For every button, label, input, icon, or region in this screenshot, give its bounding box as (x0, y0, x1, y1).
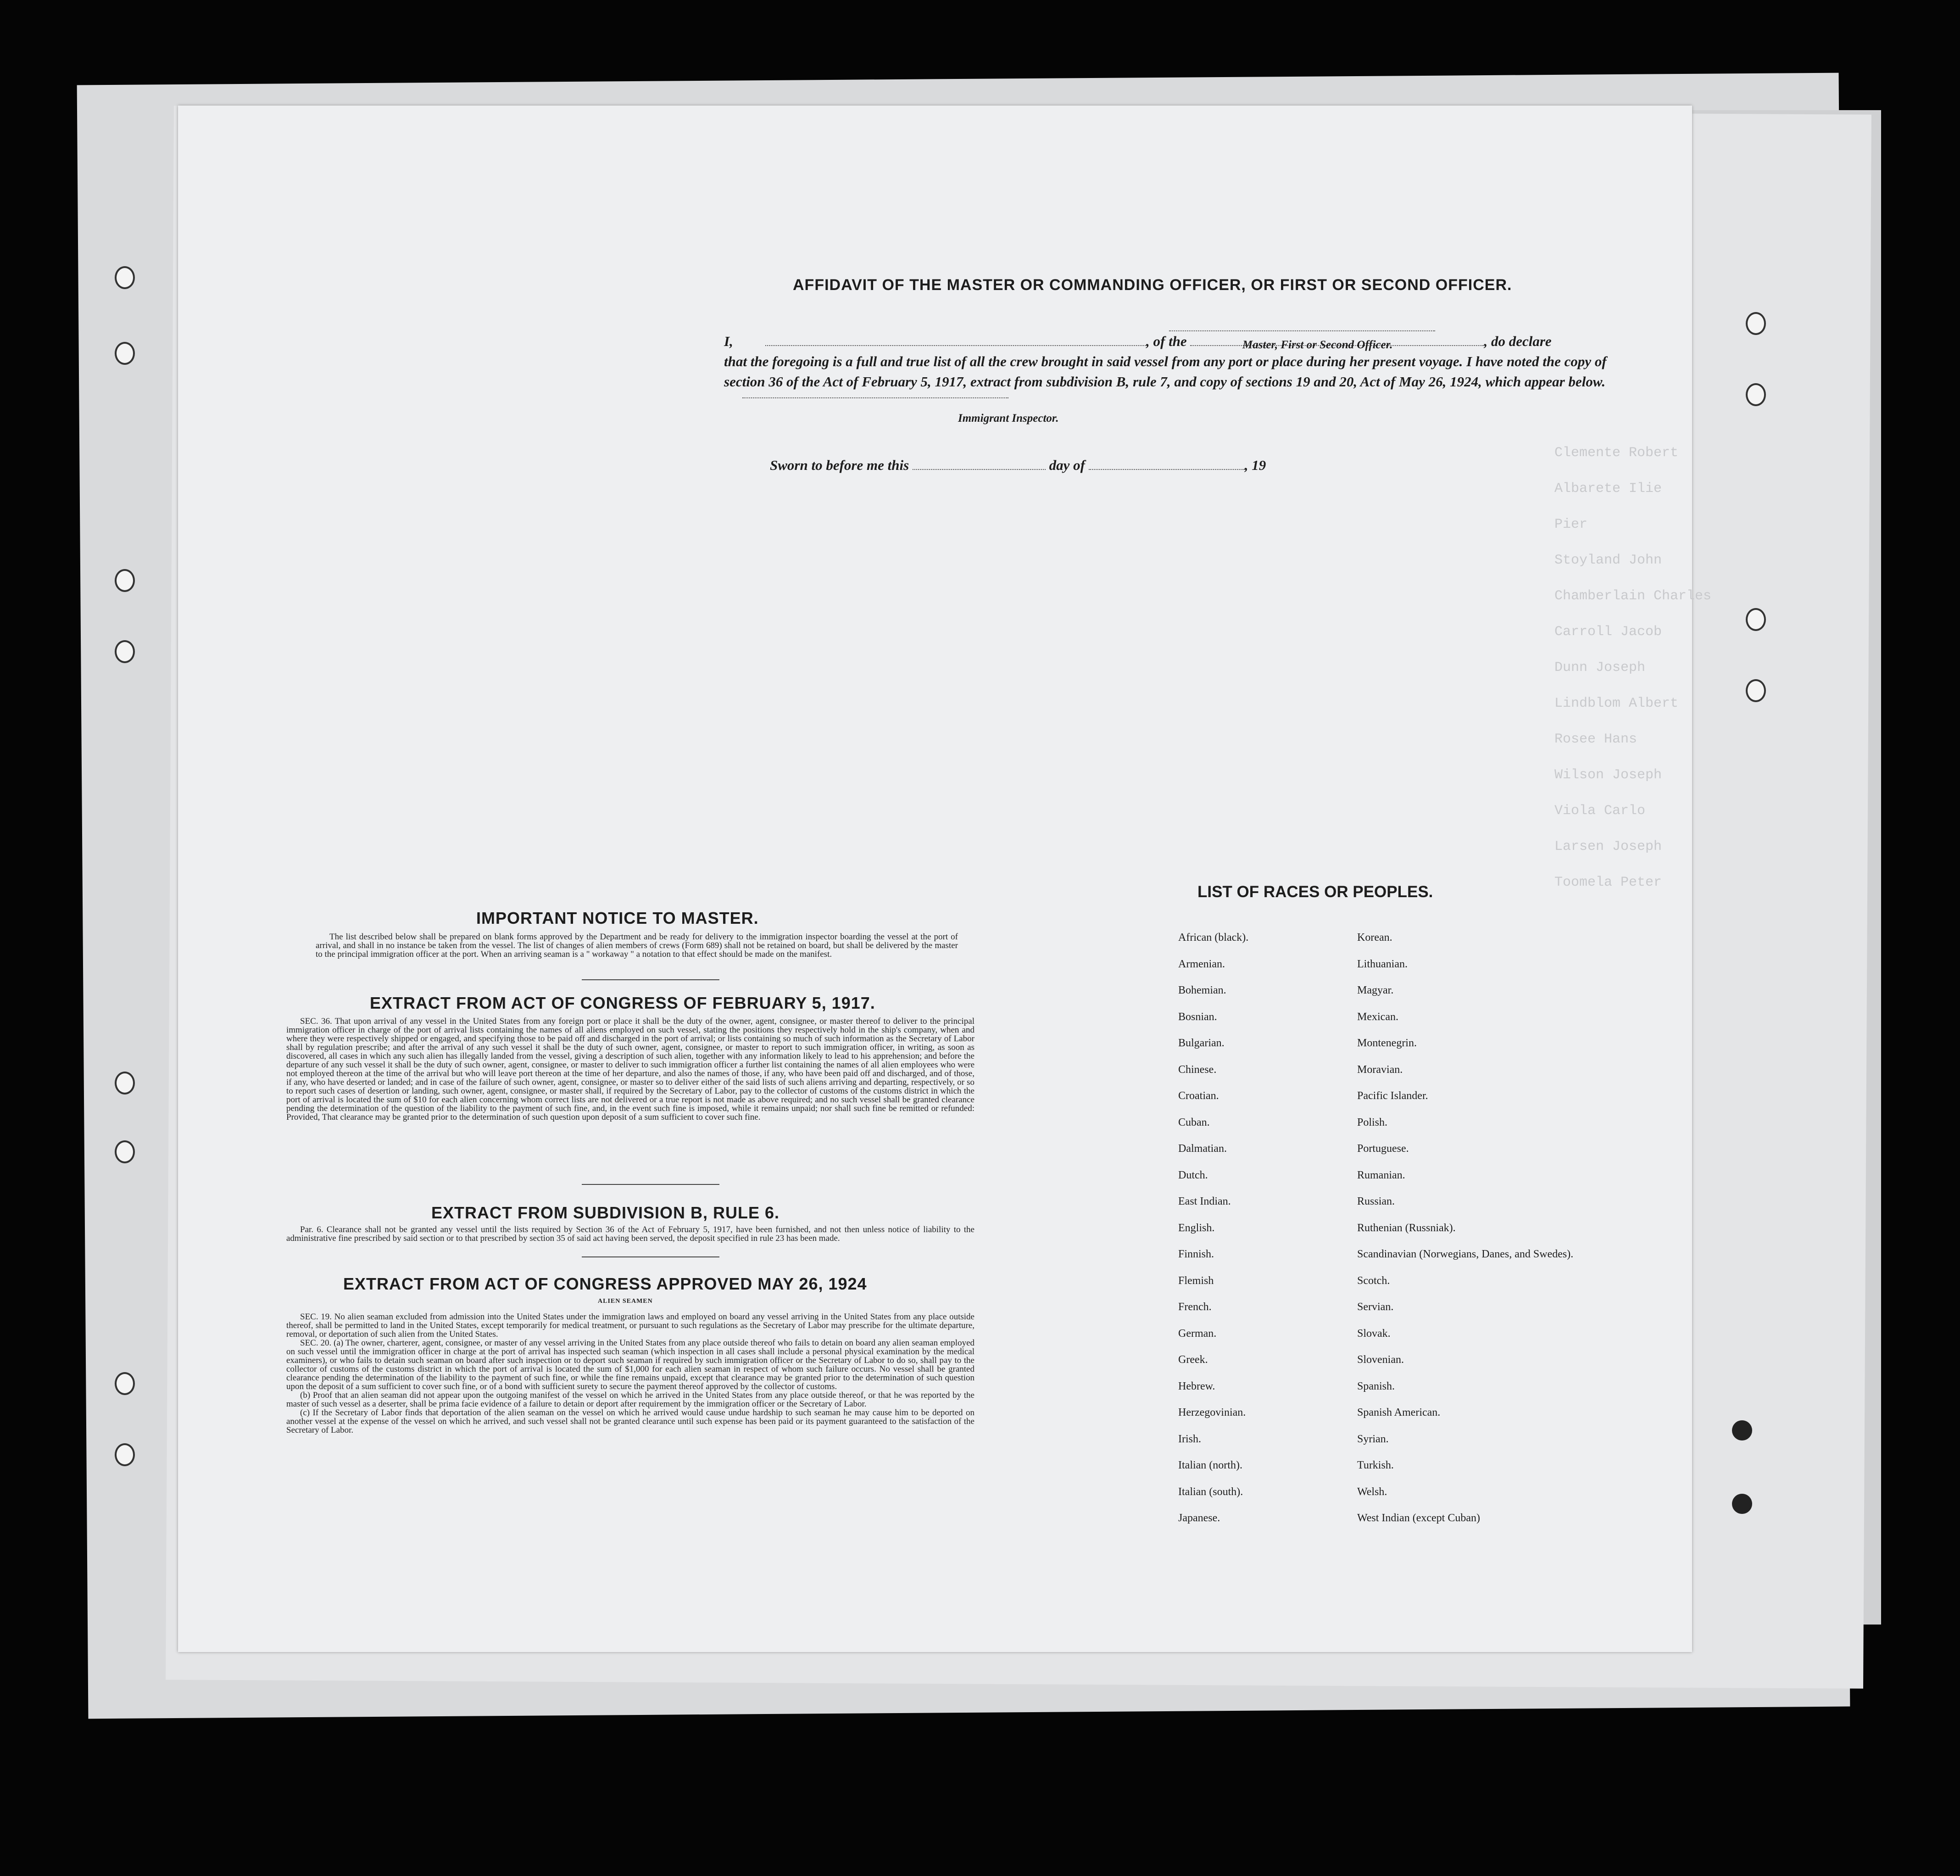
extract-1917-text (286, 1017, 974, 1122)
punch-hole (1746, 312, 1766, 335)
sworn-day-of: day of (1049, 457, 1085, 473)
race-item: Portuguese. (1357, 1143, 1409, 1155)
sworn-line (770, 457, 1266, 474)
ghost-row: Larsen Joseph (1554, 839, 1662, 854)
race-item: West Indian (except Cuban) (1357, 1512, 1480, 1524)
subdivision-paragraph: Par. 6. Clearance shall not be granted any vessel until the lists required by Section 36 of the Act of February 5, 1917, have been furnished, and not then unless notice of liability to the administrative fine prescribed by said section or to that prescribed by section 35 of said act having been served, the deposit specified in rule 23 has been made. (286, 1225, 974, 1243)
race-item: Mexican. (1357, 1011, 1398, 1023)
race-item: English. (1178, 1222, 1215, 1234)
punch-hole (115, 1443, 135, 1466)
affidavit-title: AFFIDAVIT OF THE MASTER OR COMMANDING OFFICER, OR FIRST OR SECOND OFFICER. (793, 276, 1512, 294)
punch-hole (1746, 608, 1766, 631)
alien-seamen-subheading: ALIEN SEAMEN (598, 1298, 653, 1305)
race-item: German. (1178, 1327, 1217, 1340)
race-item: Bulgarian. (1178, 1037, 1225, 1049)
race-item: Spanish American. (1357, 1407, 1441, 1418)
ghost-row: Pier (1554, 517, 1588, 532)
race-item: Dutch. (1178, 1169, 1208, 1181)
race-item: Lithuanian. (1357, 958, 1408, 970)
affidavit-body: that the foregoing is a full and true list of all the crew brought in said vessel from any port or place during her present voyage. I have noted the copy of section 36 of the Act of February 5, 1917, extract from subdivision B, rule 7, and copy of sections 19 and 20, Act of May 26, 1924, which appear below. (724, 353, 1607, 390)
race-item: Croatian. (1178, 1090, 1219, 1102)
race-item: Cuban. (1178, 1116, 1210, 1128)
extract-1917-heading: EXTRACT FROM ACT OF CONGRESS OF FEBRUARY 5, 1917. (370, 994, 875, 1012)
notice-heading: IMPORTANT NOTICE TO MASTER. (476, 909, 759, 927)
master-label: Master, First or Second Officer. (1242, 339, 1393, 351)
punch-hole (115, 1072, 135, 1094)
punch-hole (1746, 679, 1766, 702)
affidavit-of-the: , of the (1146, 333, 1187, 349)
race-item: Pacific Islander. (1357, 1090, 1428, 1102)
name-blank[interactable] (765, 333, 1146, 346)
race-item: Armenian. (1178, 958, 1225, 970)
race-item: Servian. (1357, 1301, 1394, 1313)
affidavit-page (178, 106, 1712, 1652)
race-item: Rumanian. (1357, 1169, 1405, 1181)
ghost-row: Wilson Joseph (1554, 767, 1662, 783)
race-item: Japanese. (1178, 1512, 1220, 1524)
affidavit-declare: , do declare (1484, 333, 1552, 349)
race-item: Magyar. (1357, 984, 1394, 996)
sworn-day-blank[interactable] (913, 457, 1046, 470)
sec-20b-paragraph: (b) Proof that an alien seaman did not appear upon the outgoing manifest of the vessel on which he arrived in the United States from any place outside thereof, or that he was reported by the master of such vessel as a deserter, shall be prima facie evidence of a failure to detain or deport after requirement by the immigration officer or the Secretary of Labor. (286, 1390, 974, 1409)
race-item: Welsh. (1357, 1485, 1387, 1498)
divider (582, 1184, 719, 1185)
extract-1924-heading: EXTRACT FROM ACT OF CONGRESS APPROVED MAY 26, 1924 (343, 1274, 867, 1293)
race-item: Greek. (1178, 1354, 1208, 1366)
punch-hole (115, 342, 135, 365)
race-item: Ruthenian (Russniak). (1357, 1222, 1456, 1234)
ghost-row: Carroll Jacob (1554, 624, 1662, 640)
race-item: East Indian. (1178, 1195, 1231, 1207)
sec-19-paragraph: SEC. 19. No alien seaman excluded from admission into the United States under the immigration laws and employed on board any vessel arriving in the United States from any place outside thereof, shall be permitted to land in the United States, except temporarily for medical treatment, or pursuant to such regulations as the Secretary of Labor may prescribe for the ultimate departure, removal, or deportation of such alien from the United States. (286, 1312, 974, 1339)
race-item: Moravian. (1357, 1063, 1403, 1076)
ghost-row: Toomela Peter (1554, 875, 1662, 890)
extract-1917-paragraph: SEC. 36. That upon arrival of any vessel in the United States from any foreign port or place it shall be the duty of the owner, agent, consignee, or master thereof to deliver to the principal immigration officer in charge of the port of arrival lists containing the names of all aliens employed on such vessel, stating the positions they respectively hold in the ship's company, when and where they were respectively shipped or engaged, and specifying those to be paid off and discharged in the port of arrival; or lists containing so much of such information as the Secretary of Labor shall by regulation prescribe; and after the arrival of any such vessel it shall be the duty of such owner, agent, consignee, or master to report to such immigration officer, in writing, as soon as discovered, all cases in which any such alien has illegally landed from the vessel, giving a description of such alien, together with any information likely to lead to his apprehension; and before the departure of any such vessel it shall be the duty of such owner, agent, consignee, or master to deliver to such immigration officer a further list containing the names of all alien employees who were not employed thereon at the time of the arrival but who will leave port thereon at the time of her departure, and also the names of those, if any, who have been paid off and discharged, and of those, if any, who have deserted or landed; and in case of the failure of such owner, agent, consignee, or master so to deliver either of the said lists of such aliens arriving and departing, respectively, or so to report such cases of desertion or landing, such owner, agent, consignee, or master shall, if required by the Secretary of Labor, pay to the collector of customs of the customs district in which the port of arrival is located the sum of $10 for each alien concerning whom correct lists are not delivered or a true report is not made as above required; and no such vessel shall be granted clearance pending the determination of the question of the liability to the payment of such fine, and, in the event such fine is imposed, while it remains unpaid; nor shall such fine be remitted or refunded: Provided, That clearance may be granted prior to the determination of such question upon deposit of a sum sufficient to cover such fine. (286, 1016, 974, 1122)
race-item: Bohemian. (1178, 984, 1226, 996)
extract-1924-text (286, 1312, 974, 1435)
punch-hole (1746, 383, 1766, 406)
ghost-row: Chamberlain Charles (1554, 588, 1712, 604)
punch-hole (1732, 1420, 1752, 1440)
race-item: Russian. (1357, 1195, 1395, 1207)
punch-hole (1732, 1494, 1752, 1514)
sec-20a-paragraph: SEC. 20. (a) The owner, charterer, agent, consignee, or master of any vessel arriving in the United States from any place outside thereof who fails to detain on board any alien seaman employed on such vessel until the immigration officer in charge at the port of arrival has inspected such seaman (which inspection in all cases shall include a personal physical examination by the medical examiners), or who fails to detain such seaman on board after such inspection or to deport such seaman if required by such immigration officer or the Secretary of Labor to do so, shall pay to the collector of customs of the customs district in which the port of arrival is located the sum of $1,000 for each alien seaman in respect of whom such failure occurs. No vessel shall be granted clearance pending the determination of the liability to the payment of such fine, or while the fine remains unpaid, except that clearance may be granted prior to the determination of such question upon the deposit of a sum sufficient to cover such fine, or of a bond with sufficient surety to secure the payment thereof approved by the collector of customs. (286, 1338, 974, 1391)
race-item: Herzegovinian. (1178, 1407, 1246, 1418)
race-item: Korean. (1357, 932, 1392, 944)
race-item: Dalmatian. (1178, 1143, 1227, 1155)
ghost-row: Rosee Hans (1554, 731, 1637, 747)
notice-text (316, 932, 958, 959)
race-item: African (black). (1178, 932, 1249, 944)
sworn-year: , 19 (1244, 457, 1266, 473)
race-item: Scandinavian (Norwegians, Danes, and Swedes). (1357, 1248, 1574, 1260)
punch-hole (115, 569, 135, 592)
race-item: Slovenian. (1357, 1354, 1404, 1366)
ghost-row: Dunn Joseph (1554, 660, 1646, 676)
race-item: Finnish. (1178, 1248, 1214, 1260)
race-item: Bosnian. (1178, 1011, 1217, 1023)
races-left-column (1178, 932, 1248, 1539)
ghost-row: Clemente Robert (1554, 445, 1679, 461)
ghost-row: Viola Carlo (1554, 803, 1646, 819)
punch-hole (115, 1140, 135, 1163)
divider (582, 979, 719, 980)
race-item: Montenegrin. (1357, 1037, 1417, 1049)
ghost-row: Albarete Ilie (1554, 481, 1662, 497)
ghost-row: Lindblom Albert (1554, 696, 1679, 711)
race-item: Italian (south). (1178, 1485, 1243, 1498)
subdivision-text (286, 1225, 974, 1243)
race-item: Polish. (1357, 1116, 1388, 1128)
master-signature-line[interactable] (1169, 330, 1435, 331)
race-item: Spanish. (1357, 1380, 1395, 1392)
sec-20c-paragraph: (c) If the Secretary of Labor finds that deportation of the alien seaman on the vessel on which he arrived would cause undue hardship to such seaman he may cause him to be deported on another vessel at the expense of the vessel on which he arrived, and such vessel shall not be granted clearance until such expense has been paid or its payment guaranteed to the satisfaction of the Secretary of Labor. (286, 1408, 974, 1435)
race-item: Turkish. (1357, 1459, 1394, 1471)
race-item: Syrian. (1357, 1433, 1389, 1445)
affidavit-i: I, (724, 333, 733, 349)
inspector-signature-line[interactable] (742, 397, 1008, 398)
sworn-text: Sworn to before me this (770, 457, 909, 473)
sworn-month-blank[interactable] (1089, 457, 1245, 470)
subdivision-heading: EXTRACT FROM SUBDIVISION B, RULE 6. (431, 1203, 780, 1222)
divider (582, 1256, 719, 1257)
affidavit-text (724, 331, 1646, 392)
race-item: Flemish (1178, 1274, 1214, 1287)
ghost-row: Stoyland John (1554, 553, 1662, 568)
punch-hole (115, 1372, 135, 1395)
punch-hole (115, 640, 135, 663)
races-heading: LIST OF RACES OR PEOPLES. (1197, 883, 1433, 901)
race-item: Scotch. (1357, 1274, 1390, 1287)
race-item: Italian (north). (1178, 1459, 1242, 1471)
notice-paragraph: The list described below shall be prepared on blank forms approved by the Department and be ready for delivery to the immigration inspector boarding the vessel at the port of arrival, and shall in no instance be taken from the vessel. The list of changes of alien members of crews (Form 689) shall not be retained on board, but shall be delivered by the master to the principal immigration officer at the port. When an arriving seaman is a " workaway " a notation to that effect should be made on the manifest. (316, 932, 958, 959)
race-item: Chinese. (1178, 1063, 1217, 1076)
races-right-column (1357, 932, 1573, 1539)
race-item: Slovak. (1357, 1327, 1391, 1340)
inspector-label: Immigrant Inspector. (958, 412, 1059, 424)
race-item: Hebrew. (1178, 1380, 1215, 1392)
punch-hole (115, 266, 135, 289)
race-item: Irish. (1178, 1433, 1201, 1445)
race-item: French. (1178, 1301, 1212, 1313)
